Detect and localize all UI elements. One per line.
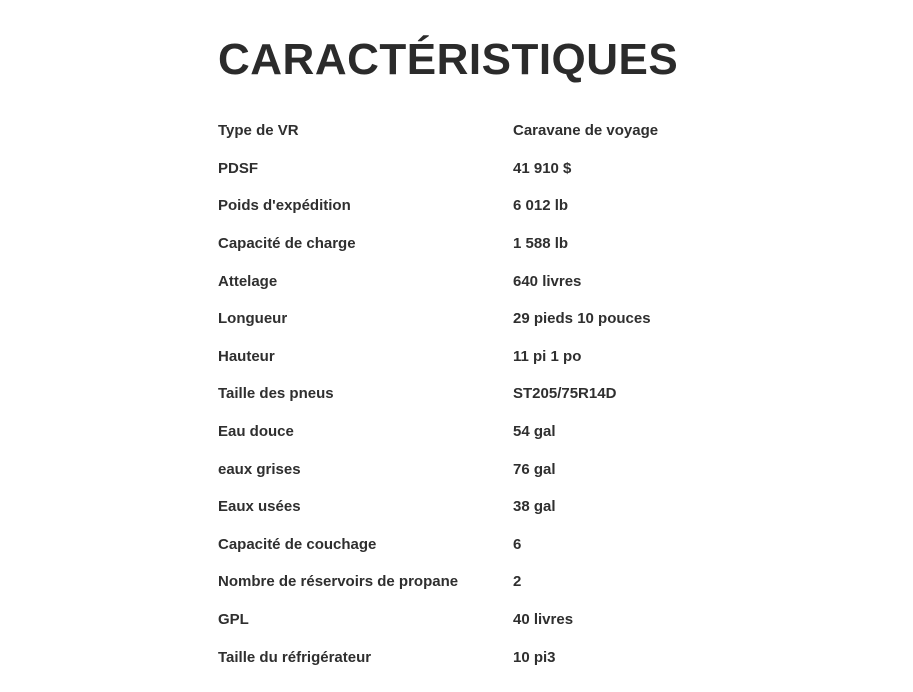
- spec-value: 640 livres: [513, 272, 582, 290]
- spec-label: Taille du réfrigérateur: [218, 648, 372, 666]
- spec-row-black-water: [218, 488, 778, 526]
- spec-label: Hauteur: [218, 347, 275, 365]
- spec-label: Capacité de couchage: [218, 535, 377, 553]
- spec-label: Eau douce: [218, 423, 294, 441]
- spec-label: PDSF: [218, 159, 259, 177]
- spec-value: 6: [513, 535, 522, 553]
- spec-label: Poids d'expédition: [218, 197, 351, 215]
- specifications-section: [218, 0, 778, 692]
- spec-value: 38 gal: [513, 498, 556, 516]
- spec-row-tire-size: [218, 375, 778, 413]
- spec-value: 10 pi3: [513, 648, 556, 666]
- spec-row-grey-water: [218, 450, 778, 488]
- spec-label: Nombre de réservoirs de propane: [218, 573, 459, 591]
- spec-row-height: [218, 338, 778, 376]
- spec-label: Longueur: [218, 310, 288, 328]
- spec-value: 76 gal: [513, 460, 556, 478]
- spec-value: 1 588 lb: [513, 235, 569, 253]
- spec-value: ST205/75R14D: [513, 385, 617, 403]
- spec-label: Capacité de charge: [218, 235, 356, 253]
- spec-label: GPL: [218, 611, 249, 629]
- spec-value: 6 012 lb: [513, 197, 569, 215]
- spec-row-cargo-capacity: [218, 225, 778, 263]
- spec-label: Type de VR: [218, 122, 299, 140]
- spec-value: 41 910 $: [513, 159, 572, 177]
- spec-row-sleeping-capacity: [218, 526, 778, 564]
- specifications-title: CARACTÉRISTIQUES: [218, 35, 679, 84]
- spec-row-fresh-water: [218, 413, 778, 451]
- spec-row-rv-type: [218, 112, 778, 150]
- spec-row-lpg: [218, 601, 778, 639]
- spec-label: eaux grises: [218, 460, 301, 478]
- spec-label: Attelage: [218, 272, 278, 290]
- spec-row-hitch-weight: [218, 262, 778, 300]
- spec-label: Taille des pneus: [218, 385, 334, 403]
- spec-value: 29 pieds 10 pouces: [513, 310, 651, 328]
- spec-value: Caravane de voyage: [513, 122, 659, 140]
- spec-row-refrigerator-size: [218, 638, 778, 676]
- spec-row-length: [218, 300, 778, 338]
- spec-label: Eaux usées: [218, 498, 301, 516]
- spec-row-msrp: [218, 150, 778, 188]
- specifications-list: [218, 112, 778, 676]
- spec-value: 40 livres: [513, 611, 574, 629]
- spec-value: 54 gal: [513, 423, 556, 441]
- spec-row-propane-tanks: [218, 563, 778, 601]
- spec-value: 11 pi 1 po: [513, 347, 582, 365]
- spec-value: 2: [513, 573, 522, 591]
- spec-row-shipping-weight: [218, 187, 778, 225]
